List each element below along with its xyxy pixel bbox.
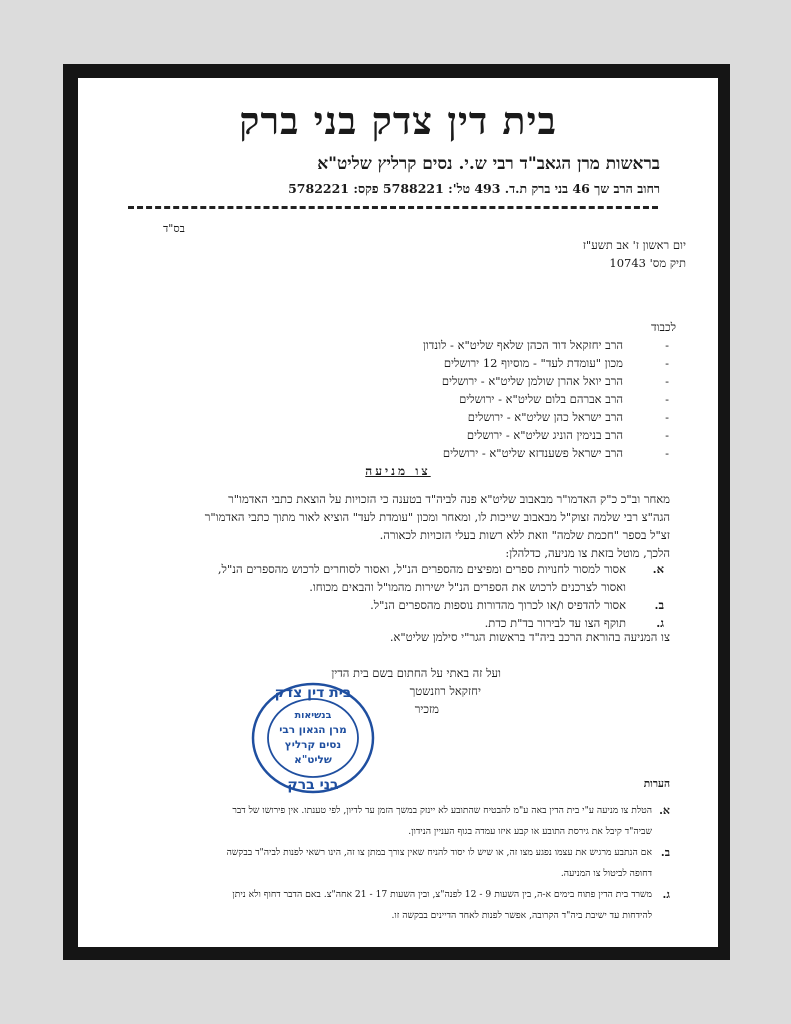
recipient-dash: -: [665, 446, 669, 460]
item-marker: ג.: [656, 616, 664, 630]
body-line: מאחר וב"כ כ"ק האדמו"ר מבאבוב שליט"א פנה לביה"ד בטענה כי הזכויות על הוצאת כתבי האדמו"ר: [228, 492, 670, 506]
signer-role: מזכיר: [414, 702, 439, 716]
item-line: ואסור לצרכנים לרכוש את הספרים הנ"ל ישירות מהמו"ל והבאים מכוחו.: [309, 580, 626, 594]
stamp-top-text: בית דין צדק: [274, 685, 352, 701]
stamp-line: מרן הגאון רבי: [279, 724, 347, 736]
bsd-mark: בס"ד: [163, 222, 185, 235]
injunction-item: [90, 596, 670, 614]
recipient-name: הרב יחזקאל דוד הכהן שלאף שליט"א - לונדון: [422, 338, 623, 352]
header-divider: [128, 206, 658, 209]
notes-list: [80, 800, 670, 926]
recipient-name: הרב ישראל כהן שליט"א - ירושלים: [467, 410, 623, 424]
recipient-list: [183, 320, 676, 464]
stamp-bottom-text: בני ברק: [287, 777, 339, 793]
recipient-name: הרב בנימין הוניג שליט"א - ירושלים: [466, 428, 623, 442]
note-marker: א.: [659, 804, 670, 817]
recipient-name: הרב ישראל פשענדזא שליט"א - ירושלים: [442, 446, 623, 460]
recipient-row: [183, 428, 669, 446]
recipient-row: [183, 410, 669, 428]
recipient-row: [183, 338, 669, 356]
closing-line: צו המניעה בהוראת הרכב ביה"ד בראשות הגר"י סילמן שליט"א.: [389, 630, 670, 644]
recipient-name: הרב אברהם בלום שליט"א - ירושלים: [459, 392, 623, 406]
recipient-dash: -: [665, 410, 669, 424]
letter-date: יום ראשון ז' אב תשע"ז: [582, 238, 686, 252]
note-line: אם הנתבע מרגיש את עצמו נפגע מצו זה, או שיש לו יסוד להניח שאין צורך במתן צו זה, הינו רשאי לפנות לביה"ד בבקשה: [226, 847, 652, 858]
item-line: אסור למסור לחנויות ספרים ומפיצים מהספרים הנ"ל, ואסור לסוחרים לרכוש מהספרים הנ"ל,: [217, 562, 626, 576]
file-number: תיק מס' 10743: [609, 256, 686, 270]
stamp-line: נסים קרליץ: [284, 739, 342, 751]
to-label-row: [183, 320, 676, 338]
court-subtitle: בראשות מרן הגאב"ד רבי ש.י. נסים קרליץ שליט"א: [317, 154, 660, 174]
item-marker: ב.: [654, 598, 664, 612]
item-line: תוקף הצו עד לבירור בד"ת כדת.: [484, 616, 626, 630]
item-marker: א.: [652, 562, 664, 576]
letter-page: [78, 78, 718, 947]
to-label: לכבוד: [650, 320, 676, 334]
signer-name: יחזקאל רוזנשטך: [409, 684, 481, 698]
court-title: בית דין צדק בני ברק: [239, 98, 557, 143]
injunction-items: [90, 560, 670, 632]
note-line: להידחות עד ישיבת ביה"ד הקרובה, אפשר לפנות לאחד הדיינים בבקשה זו.: [391, 910, 652, 921]
item-line: אסור להדפיס ו/או לכרוך מהדורות נוספות מהספרים הנ"ל.: [370, 598, 626, 612]
recipient-dash: -: [665, 428, 669, 442]
recipient-row: [183, 356, 669, 374]
note-item: [80, 884, 670, 926]
note-marker: ג.: [662, 888, 670, 901]
body-line: הגה"צ רבי שלמה זצוק"ל מבאבוב שייכות לו, ומאחר ומכון "עומדת לעד" הוציא לאור מתוך כתבי האדמו"ר: [204, 510, 670, 524]
injunction-body: [110, 490, 670, 562]
recipient-row: [183, 392, 669, 410]
note-marker: ב.: [660, 846, 670, 859]
court-stamp: [248, 678, 378, 798]
signature-intro: ועל זה באתי על החתום בשם בית הדין: [331, 666, 501, 680]
recipient-name: הרב יואל אהרן שולמן שליט"א - ירושלים: [441, 374, 623, 388]
note-item: [80, 800, 670, 842]
stamp-line: בנשיאות: [294, 710, 332, 721]
recipient-dash: -: [665, 374, 669, 388]
recipient-dash: -: [665, 392, 669, 406]
recipient-dash: -: [665, 356, 669, 370]
note-item: [80, 842, 670, 884]
court-address: רחוב הרב שך 46 בני ברק ת.ד. 493 טל': 5788221 פקס: 5782221: [288, 181, 660, 196]
body-line: הלכך, מוטל בזאת צו מניעה, כדלהלן:: [505, 546, 670, 560]
injunction-item: [90, 560, 670, 596]
recipient-row: [183, 374, 669, 392]
note-line: דחופה לביטול צו המניעה.: [560, 868, 652, 879]
note-line: הטלת צו מניעה ע"י בית הדין באה ע"מ להבטיח שהתובע לא יינזק במשך הזמן עד לדיון, לפי טענתו. אין פירושו של דבר: [232, 805, 652, 816]
stamp-line: שליט"א: [294, 754, 332, 766]
body-line: זצ"ל בספר "חכמת שלמה" וזאת ללא רשות בעלי הזכויות לכאורה.: [379, 528, 670, 542]
injunction-heading: צו מניעה: [365, 464, 431, 478]
notes-title: הערות: [643, 778, 670, 790]
note-line: שביה"ד קיבל את גירסת התובע או קבע איזו עמדה בגוף העניין הנידון.: [408, 826, 652, 837]
recipient-row: [183, 446, 669, 464]
recipient-dash: -: [665, 338, 669, 352]
note-line: משרד בית הדין פתוח בימים א-ה, בין השעות 9 - 12 לפנה"צ, ובין השעות 17 - 21 אחה"צ. באם הדבר דחוף ולא ניתן: [232, 889, 652, 900]
recipient-name: מכון "עומדת לעד" - מוסיוף 12 ירושלים: [443, 356, 623, 370]
